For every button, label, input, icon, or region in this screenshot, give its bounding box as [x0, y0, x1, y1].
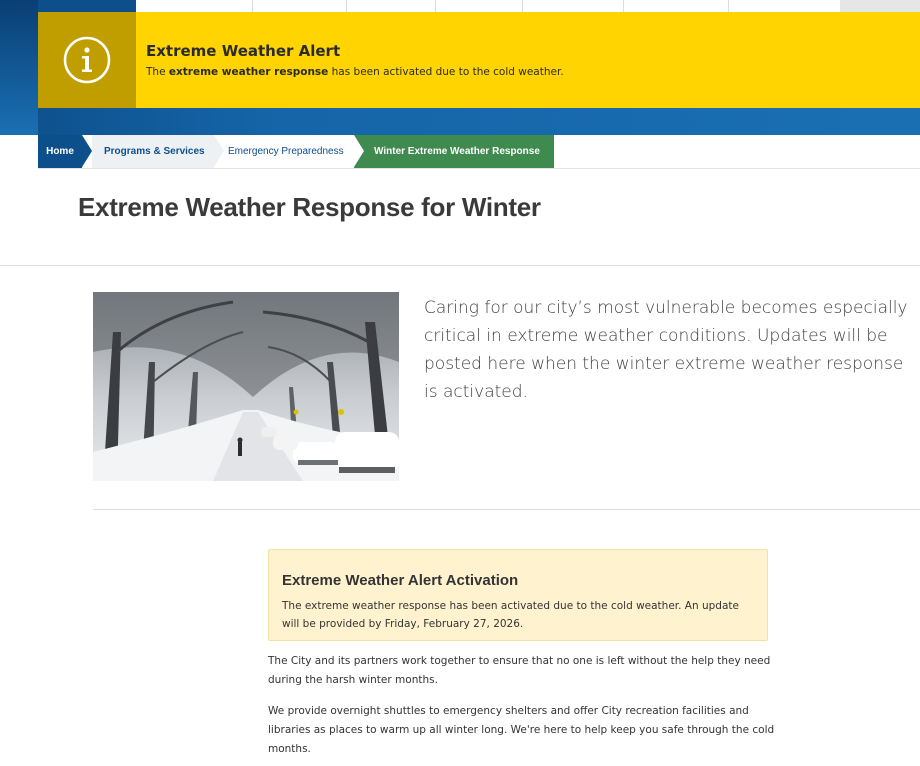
body-paragraph: The City and its partners work together to ensure that no one is left without the help they need during the harsh winter months. [268, 655, 771, 686]
header-left-shade [0, 0, 38, 135]
winter-street-photo [93, 292, 399, 481]
top-navigation [38, 0, 920, 12]
top-nav-separator [252, 0, 253, 12]
alert-link-text[interactable]: extreme weather response [168, 66, 329, 78]
divider [93, 509, 920, 510]
activation-notice-box [268, 549, 768, 641]
top-nav-separator [728, 0, 729, 12]
breadcrumb-emergency-preparedness[interactable]: Emergency Preparedness [224, 135, 354, 168]
breadcrumb-programs-services[interactable]: Programs & Services [92, 135, 214, 168]
alert-icon-box [38, 12, 136, 108]
top-nav-right-tab[interactable] [840, 0, 920, 12]
extreme-weather-alert-banner [38, 12, 920, 108]
body-paragraph: We provide overnight shuttles to emergency shelters and offer City recreation facilities and libraries as places to warm up all winter long. We're here to help keep you safe through the cold months. [268, 705, 775, 755]
top-nav-active-tab[interactable] [38, 0, 136, 12]
intro-text: Caring for our city’s most vulnerable becomes especially critical in extreme weather conditions. Updates will be posted here when the winter extreme weather response is activated. [424, 298, 908, 402]
top-nav-separator [435, 0, 436, 12]
divider [0, 265, 920, 266]
activation-notice-text: The extreme weather response has been activated due to the cold weather. An update will be provided by Friday, February 27, 2026. [282, 600, 739, 630]
top-nav-separator [623, 0, 624, 12]
alert-text: The extreme weather response has been activated due to the cold weather. [146, 66, 564, 78]
breadcrumb [38, 135, 920, 169]
info-icon [62, 35, 112, 85]
page-title: Extreme Weather Response for Winter [78, 192, 541, 222]
alert-title: Extreme Weather Alert [146, 42, 341, 60]
breadcrumb-home[interactable]: Home [38, 135, 82, 168]
activation-notice-title: Extreme Weather Alert Activation [282, 572, 519, 589]
top-nav-separator [522, 0, 523, 12]
top-nav-separator [346, 0, 347, 12]
breadcrumb-current-page: Winter Extreme Weather Response [354, 135, 554, 168]
